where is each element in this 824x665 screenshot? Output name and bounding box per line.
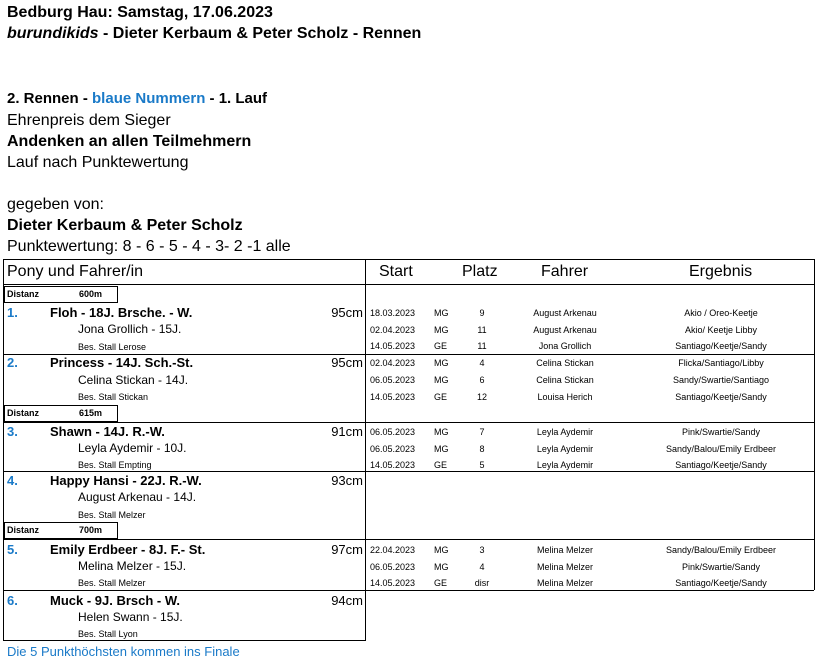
entry-pony: Floh - 18J. Brsche. - W. bbox=[50, 305, 193, 320]
result-outcome: Santiago/Keetje/Sandy bbox=[675, 341, 767, 351]
footer-note: Die 5 Punkthöchsten kommen ins Finale bbox=[7, 644, 240, 659]
entry-height: 91cm bbox=[331, 424, 363, 439]
entry-stable: Bes. Stall Lyon bbox=[78, 629, 138, 639]
header-platz: Platz bbox=[462, 263, 498, 280]
subtitle-brand: burundikids bbox=[7, 25, 99, 42]
result-place: 7 bbox=[479, 427, 485, 437]
result-date: 14.05.2023 bbox=[370, 578, 416, 588]
result-date: 06.05.2023 bbox=[370, 375, 416, 385]
result-code: MG bbox=[434, 375, 449, 385]
result-driver: Celina Stickan bbox=[536, 358, 594, 368]
result-place: 4 bbox=[479, 562, 485, 572]
result-place: 5 bbox=[479, 460, 485, 470]
race-heading bbox=[7, 90, 267, 107]
race-heading-number: 2. Rennen - bbox=[7, 90, 93, 107]
entry-pony: Shawn - 14J. R.-W. bbox=[50, 424, 165, 439]
entry-driver: Melina Melzer - 15J. bbox=[78, 559, 187, 573]
distance-box bbox=[4, 405, 118, 422]
entry-pony: Happy Hansi - 22J. R.-W. bbox=[50, 473, 202, 488]
result-code: MG bbox=[434, 325, 449, 335]
result-code: MG bbox=[434, 545, 449, 555]
entry-stable: Bes. Stall Empting bbox=[78, 460, 152, 470]
result-place: 3 bbox=[479, 545, 485, 555]
result-code: GE bbox=[434, 460, 448, 470]
result-place: 4 bbox=[479, 358, 485, 368]
distance-value: 600m bbox=[79, 289, 103, 299]
page-subtitle bbox=[7, 25, 421, 43]
page-title: Bedburg Hau: Samstag, 17.06.2023 bbox=[7, 4, 273, 21]
entry-number: 4. bbox=[7, 473, 18, 488]
entry-pony: Emily Erdbeer - 8J. F.- St. bbox=[50, 542, 206, 557]
result-date: 02.04.2023 bbox=[370, 325, 416, 335]
race-scoring-line: Lauf nach Punktewertung bbox=[7, 154, 189, 171]
entry-driver: Leyla Aydemir - 10J. bbox=[78, 441, 187, 455]
result-outcome: Santiago/Keetje/Sandy bbox=[675, 460, 767, 470]
header-pony: Pony und Fahrer/in bbox=[7, 263, 144, 280]
header-ergebnis: Ergebnis bbox=[689, 263, 753, 280]
subtitle-text: - Dieter Kerbaum & Peter Scholz - Rennen bbox=[98, 25, 422, 42]
entry-stable: Bes. Stall Lerose bbox=[78, 342, 147, 352]
result-place: 11 bbox=[477, 341, 487, 351]
entry-height: 93cm bbox=[331, 473, 363, 488]
header-fahrer: Fahrer bbox=[541, 263, 589, 280]
result-date: 14.05.2023 bbox=[370, 460, 416, 470]
result-code: GE bbox=[434, 341, 448, 351]
entry-driver: Helen Swann - 15J. bbox=[78, 610, 183, 624]
result-place: 9 bbox=[479, 308, 485, 318]
result-place: 12 bbox=[476, 392, 487, 402]
result-place: 11 bbox=[477, 325, 487, 335]
result-outcome: Akio/ Keetje Libby bbox=[684, 325, 758, 335]
given-by-label: gegeben von: bbox=[7, 196, 104, 213]
result-date: 06.05.2023 bbox=[370, 427, 416, 437]
result-outcome: Pink/Swartie/Sandy bbox=[681, 562, 761, 572]
result-date: 06.05.2023 bbox=[370, 444, 416, 454]
distance-value: 700m bbox=[79, 525, 103, 535]
entry-stable: Bes. Stall Melzer bbox=[78, 578, 146, 588]
result-outcome: Sandy/Swartie/Santiago bbox=[672, 375, 770, 385]
result-code: MG bbox=[434, 444, 449, 454]
race-heading-run: - 1. Lauf bbox=[205, 90, 268, 107]
entry-driver: Celina Stickan - 14J. bbox=[78, 373, 189, 387]
distance-label: Distanz bbox=[7, 408, 40, 418]
result-driver: Leyla Aydemir bbox=[536, 460, 594, 470]
entry-height: 95cm bbox=[331, 305, 363, 320]
result-date: 14.05.2023 bbox=[370, 392, 416, 402]
result-place: 8 bbox=[479, 444, 485, 454]
result-date: 14.05.2023 bbox=[370, 341, 416, 351]
result-outcome: Pink/Swartie/Sandy bbox=[681, 427, 761, 437]
result-date: 02.04.2023 bbox=[370, 358, 416, 368]
entry-height: 97cm bbox=[331, 542, 363, 557]
result-outcome: Santiago/Keetje/Sandy bbox=[675, 578, 767, 588]
result-driver: Louisa Herich bbox=[537, 392, 593, 402]
result-driver: Melina Melzer bbox=[536, 545, 594, 555]
result-date: 22.04.2023 bbox=[370, 545, 416, 555]
result-code: MG bbox=[434, 427, 449, 437]
result-outcome: Akio / Oreo-Keetje bbox=[684, 308, 758, 318]
race-heading-color: blaue Nummern bbox=[92, 90, 206, 107]
distance-box bbox=[4, 522, 118, 539]
result-driver: Jona Grollich bbox=[538, 341, 592, 351]
result-driver: Celina Stickan bbox=[536, 375, 594, 385]
entry-number: 5. bbox=[7, 542, 18, 557]
result-code: GE bbox=[434, 578, 448, 588]
result-driver: Melina Melzer bbox=[536, 562, 594, 572]
distance-label: Distanz bbox=[7, 289, 40, 299]
result-outcome: Santiago/Keetje/Sandy bbox=[675, 392, 767, 402]
result-code: MG bbox=[434, 562, 449, 572]
entry-number: 1. bbox=[7, 305, 18, 320]
result-code: MG bbox=[434, 358, 449, 368]
result-date: 06.05.2023 bbox=[370, 562, 416, 572]
entry-number: 3. bbox=[7, 424, 18, 439]
race-souvenir-line: Andenken an allen Teilmehmern bbox=[7, 133, 252, 150]
result-code: MG bbox=[434, 308, 449, 318]
entry-number: 2. bbox=[7, 355, 18, 370]
entry-height: 94cm bbox=[331, 593, 363, 608]
distance-label: Distanz bbox=[7, 525, 40, 535]
distance-value: 615m bbox=[79, 408, 103, 418]
points-line: Punktewertung: 8 - 6 - 5 - 4 - 3- 2 -1 alle bbox=[7, 238, 291, 255]
entry-driver: Jona Grollich - 15J. bbox=[78, 322, 182, 336]
entry-height: 95cm bbox=[331, 355, 363, 370]
result-outcome: Sandy/Balou/Emily Erdbeer bbox=[665, 545, 777, 555]
result-driver: Leyla Aydemir bbox=[536, 427, 594, 437]
result-driver: August Arkenau bbox=[533, 308, 597, 318]
entry-pony: Princess - 14J. Sch.-St. bbox=[50, 355, 194, 370]
entry-pony: Muck - 9J. Brsch - W. bbox=[50, 593, 181, 608]
entry-stable: Bes. Stall Stickan bbox=[78, 392, 149, 402]
given-by-name: Dieter Kerbaum & Peter Scholz bbox=[7, 217, 243, 234]
result-outcome: Flicka/Santiago/Libby bbox=[678, 358, 764, 368]
distance-box bbox=[4, 286, 118, 303]
header-start: Start bbox=[379, 263, 413, 280]
result-place: 6 bbox=[479, 375, 485, 385]
result-driver: August Arkenau bbox=[533, 325, 597, 335]
entry-number: 6. bbox=[7, 593, 18, 608]
result-date: 18.03.2023 bbox=[370, 308, 416, 318]
result-outcome: Sandy/Balou/Emily Erdbeer bbox=[665, 444, 777, 454]
race-prize-line: Ehrenpreis dem Sieger bbox=[7, 112, 171, 129]
result-place: disr bbox=[474, 578, 490, 588]
entry-stable: Bes. Stall Melzer bbox=[78, 510, 146, 520]
result-code: GE bbox=[434, 392, 448, 402]
result-driver: Melina Melzer bbox=[536, 578, 594, 588]
entry-driver: August Arkenau - 14J. bbox=[78, 490, 197, 504]
result-driver: Leyla Aydemir bbox=[536, 444, 594, 454]
